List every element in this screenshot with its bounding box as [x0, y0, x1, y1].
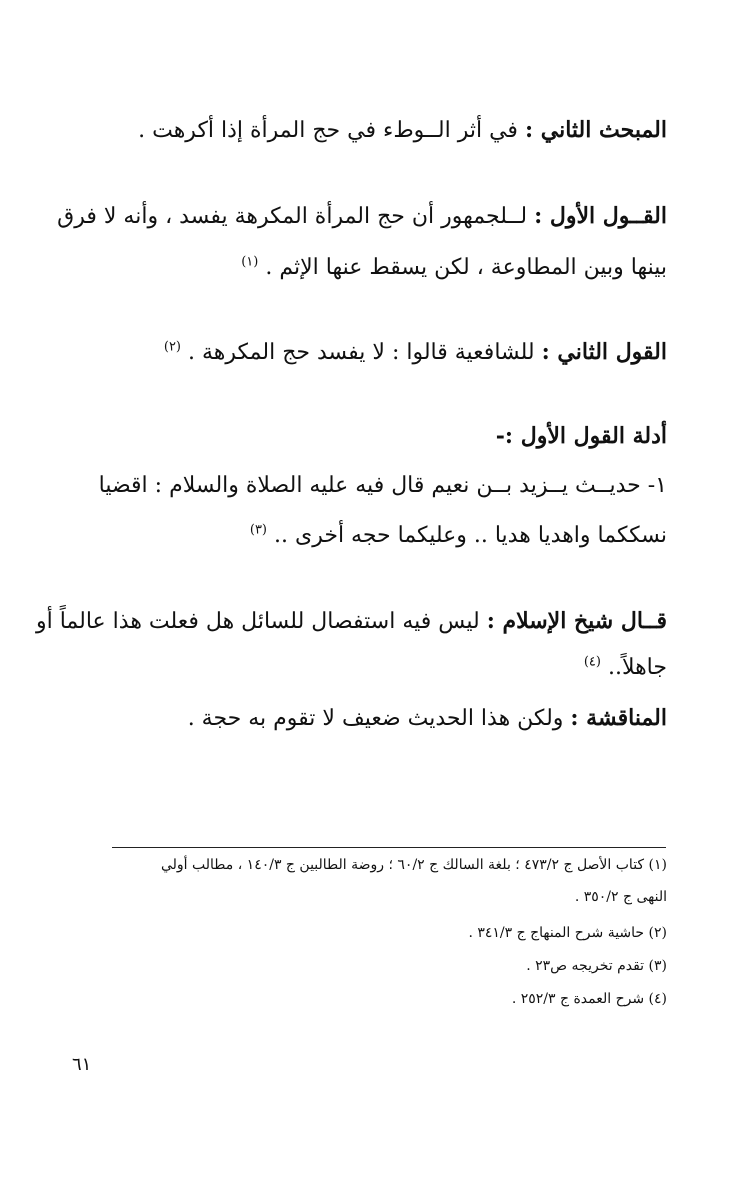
first-opinion-text-line1: لــلجمهور أن حج المرأة المكرهة يفسد ، وأنه لا فرق [57, 204, 528, 229]
evidence-text-line2: نسككما واهديا هديا .. وعليكما حجه أخرى .. [274, 523, 667, 548]
discussion [188, 702, 667, 735]
first-opinion-line1 [57, 200, 667, 233]
second-opinion [164, 336, 667, 369]
sheikh-statement-text-line2: جاهلاً.. [607, 655, 667, 680]
sheikh-statement-label: قــال شيخ الإسلام : [486, 608, 667, 634]
sheikh-statement-text-line1: ليس فيه استفصال للسائل هل فعلت هذا عالماً أو [35, 609, 480, 634]
section-heading-label: المبحث الثاني : [524, 117, 667, 143]
second-opinion-text: للشافعية قالوا : لا يفسد حج المكرهة . [188, 340, 535, 365]
evidence-heading: أدلة القول الأول :- [495, 423, 667, 449]
section-heading-text: في أثر الــوطء في حج المرأة إذا أكرهت . [138, 118, 518, 143]
footnote-1-line1: (١) كتاب الأصل ج ٤٧٣/٢ ؛ بلغة السالك ج ٦٠/٢ ؛ روضة الطالبين ج ١٤٠/٣ ، مطالب أولي [160, 857, 667, 873]
footnote-3: (٣) تقدم تخريجه ص٢٣ . [526, 958, 667, 974]
section-heading [138, 114, 667, 147]
evidence-line2 [250, 520, 667, 552]
second-opinion-label: القول الثاني : [541, 339, 667, 365]
first-opinion-text-line2: بينها وبين المطاوعة ، لكن يسقط عنها الإثم . [265, 255, 667, 280]
footnote-ref-4: (٤) [583, 654, 601, 670]
footnote-4: (٤) شرح العمدة ج ٢٥٢/٣ . [511, 991, 667, 1007]
footnote-ref-3: (٣) [249, 522, 267, 538]
page-number: ٦١ [72, 1054, 92, 1075]
sheikh-statement-line2 [584, 652, 667, 684]
first-opinion-label: القــول الأول : [534, 203, 667, 229]
discussion-label: المناقشة : [570, 705, 667, 731]
sheikh-statement-line1 [36, 605, 667, 638]
discussion-text: ولكن هذا الحديث ضعيف لا تقوم به حجة . [187, 706, 564, 731]
footnote-1-line2: النهى ج ٣٥٠/٢ . [574, 889, 667, 905]
first-opinion-line2 [241, 252, 667, 284]
footnote-ref-2: (٢) [163, 339, 181, 355]
footnote-2: (٢) حاشية شرح المنهاج ج ٣٤١/٣ . [468, 925, 667, 941]
footnote-ref-1: (١) [241, 254, 259, 270]
evidence-line1: ١- حديــث يــزيد بــن نعيم قال فيه عليه الصلاة والسلام : اقضيا [98, 473, 667, 498]
footnote-separator [112, 847, 666, 848]
